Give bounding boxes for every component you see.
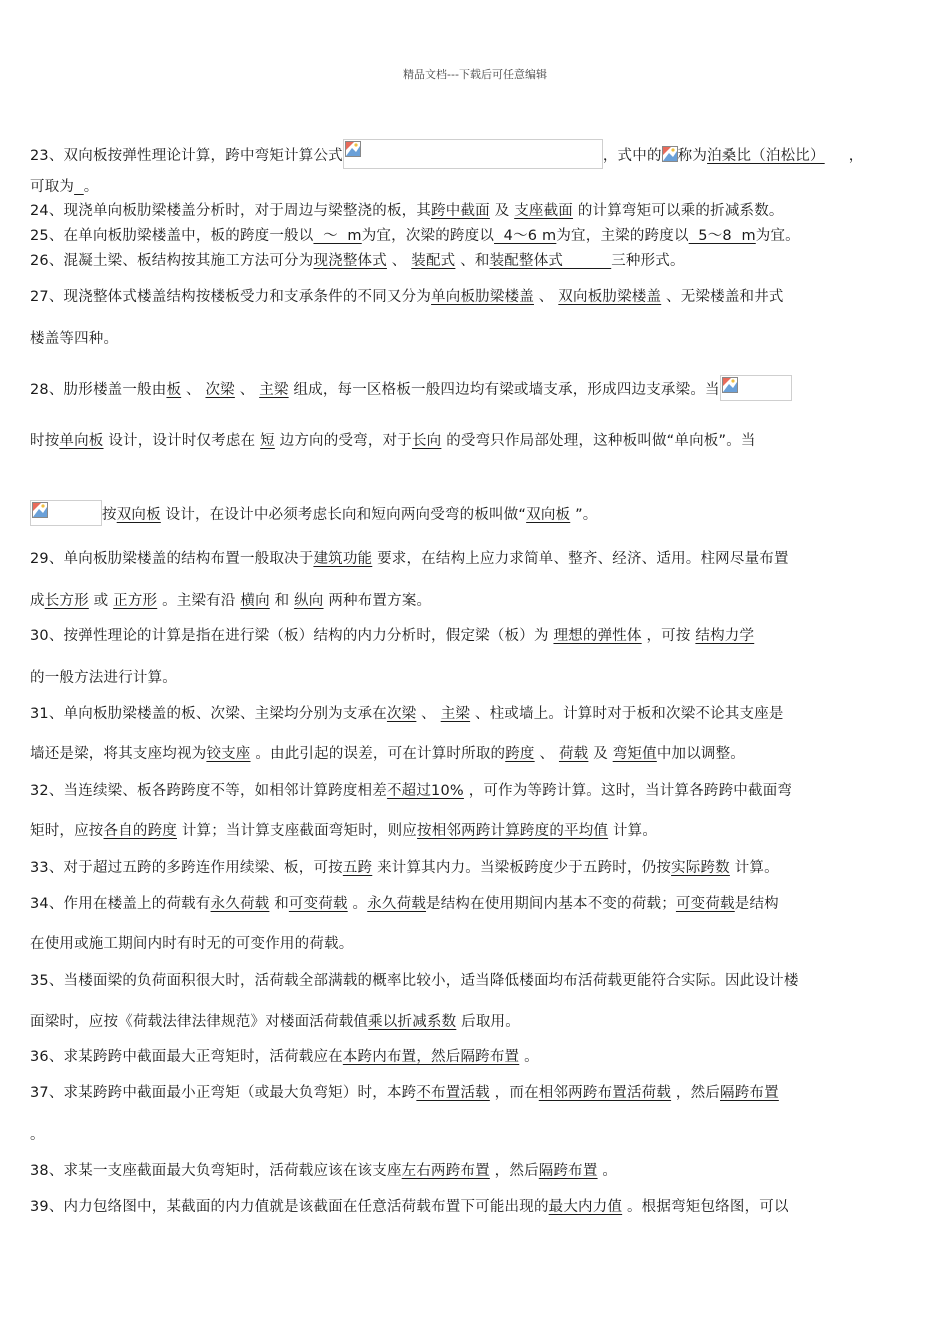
answer: 不布置活载: [416, 1085, 490, 1101]
q28c-line: [30, 500, 920, 526]
q23b-line: [30, 176, 920, 198]
answer: 双向板: [116, 507, 161, 523]
text: 38、求某一支座截面最大负弯矩时，活荷载应该在该支座: [30, 1163, 402, 1179]
q24-line: [30, 200, 920, 222]
q29b-line: [30, 590, 920, 612]
answer: 单向板肋梁楼盖: [431, 289, 534, 305]
text: 在使用或施工期间内时有时无的可变作用的荷载。: [30, 936, 354, 952]
text: 25、在单向板肋梁楼盖中，板的跨度一般以: [30, 228, 314, 244]
text: 的受弯只作局部处理，这种板叫做“单向板”。当: [446, 433, 756, 449]
text: 。: [524, 1049, 539, 1065]
text: 26、混凝土梁、板结构按其施工方法可分为: [30, 253, 314, 269]
text: 。根据弯矩包络图，可以: [626, 1199, 789, 1215]
answer: 建筑功能: [313, 551, 373, 567]
answer: 次梁: [205, 382, 235, 398]
answer: 单向板: [59, 433, 104, 449]
answer: 按相邻两跨计算跨度的平均值: [417, 823, 609, 839]
answer: 长向: [411, 433, 442, 449]
answer: 现浇整体式: [313, 253, 387, 269]
answer: 主梁: [440, 706, 471, 722]
text: 、: [239, 382, 255, 398]
text: 按: [102, 507, 117, 523]
answer: 双向板: [526, 507, 571, 523]
text: 24、现浇单向板肋梁楼盖分析时，对于周边与梁整浇的板，其: [30, 203, 432, 219]
text: 。主梁有沿: [162, 593, 236, 609]
text: 35、当楼面梁的负荷面积很大时，活荷载全部满载的概率比较小，适当降低楼面均布活荷载更能符合实际。因此设计楼: [30, 973, 799, 989]
answer: 短: [260, 433, 275, 449]
text: 、: [391, 253, 407, 269]
answer: 双向板肋梁楼盖: [558, 289, 662, 305]
q28-line: [30, 375, 920, 401]
text: 。由此引起的误差，可在计算时所取的: [255, 746, 506, 762]
answer: 荷载: [558, 746, 589, 762]
q26-line: [30, 250, 920, 272]
answer: 5～8 m: [688, 228, 756, 244]
text: 的计算弯矩可以乘的折减系数。: [577, 203, 784, 219]
text: ，式中的: [602, 148, 662, 164]
text: 的一般方法进行计算。: [30, 670, 177, 686]
page-header: 精品文档---下载后可任意编辑: [403, 68, 547, 81]
text: ”。: [575, 507, 598, 523]
text: 27、现浇整体式楼盖结构按楼板受力和支承条件的不同又分为: [30, 289, 432, 305]
answer: 各自的跨度: [103, 823, 177, 839]
text: 三种形式。: [611, 253, 685, 269]
q32-line: [30, 780, 920, 802]
text: 31、单向板肋梁楼盖的板、次梁、主梁均分别为支承在: [30, 706, 387, 722]
q34-line: [30, 893, 920, 915]
text: 、柱或墙上。计算时对于板和次梁不论其支座是: [474, 706, 784, 722]
text: 墙还是梁，将其支座均视为: [30, 746, 207, 762]
broken-image-icon: [722, 377, 738, 393]
text: 30、按弹性理论的计算是指在进行梁（板）结构的内力分析时，假定梁（板）为: [30, 628, 549, 644]
answer: 隔跨布置: [538, 1163, 598, 1179]
answer: 正方形: [113, 593, 158, 609]
answer: 可变荷载: [675, 896, 735, 912]
answer: 本跨内布置，然后隔跨布置: [342, 1049, 520, 1065]
answer: 次梁: [386, 706, 417, 722]
q35b-line: [30, 1011, 920, 1033]
answer: 长方形: [44, 593, 89, 609]
q29-line: [30, 548, 920, 570]
broken-image-icon: [345, 141, 361, 157]
text: 设计，设计时仅考虑在: [108, 433, 256, 449]
text: 是结构: [734, 896, 779, 912]
text: 。: [30, 1127, 45, 1143]
text: 为宜。: [755, 228, 800, 244]
answer: 永久荷载: [210, 896, 270, 912]
q25-line: [30, 225, 920, 247]
answer: 五跨: [342, 860, 373, 876]
text: 。: [83, 179, 99, 195]
answer: 板: [166, 382, 182, 398]
text: 矩时，应按: [30, 823, 104, 839]
text: 计算。: [734, 860, 779, 876]
answer: 跨中截面: [431, 203, 490, 219]
text: 计算；当计算支座截面弯矩时，则应: [181, 823, 418, 839]
answer: 装配式: [411, 253, 456, 269]
answer: 不超过10%: [386, 783, 464, 799]
text: 、: [421, 706, 436, 722]
text: 楼盖等四种。: [30, 331, 119, 347]
text: ，然后: [675, 1085, 721, 1101]
text: 称为: [677, 148, 708, 164]
text: 及: [593, 746, 608, 762]
q36-line: [30, 1046, 920, 1068]
text: 边方向的受弯，对于: [279, 433, 412, 449]
answer: 理想的弹性体: [553, 628, 642, 644]
text: 要求，在结构上应力求简单、整齐、经济、适用。柱网尽量布置: [377, 551, 789, 567]
text: ，: [848, 148, 864, 164]
text: 39、内力包络图中，某截面的内力值就是该截面在任意活荷载布置下可能出现的: [30, 1199, 549, 1215]
text: ，可作为等跨计算。这时，当计算各跨跨中截面弯: [468, 783, 793, 799]
answer: 跨度: [505, 746, 535, 762]
answer: 乘以折减系数: [368, 1014, 457, 1030]
answer: 相邻两跨布置活荷载: [538, 1085, 672, 1101]
text: 是结构在使用期间内基本不变的荷载；: [426, 896, 676, 912]
text: 34、作用在楼盖上的荷载有: [30, 896, 211, 912]
formula-image: [720, 375, 792, 401]
text: 成: [30, 593, 45, 609]
text: 、: [539, 746, 555, 762]
q30b-line: [30, 667, 920, 689]
text: 为宜，主梁的跨度以: [556, 228, 689, 244]
answer: 最大内力值: [548, 1199, 623, 1215]
text: 、和: [460, 253, 490, 269]
text: ，然后: [494, 1163, 539, 1179]
q30-line: [30, 625, 920, 647]
text: 及: [494, 203, 510, 219]
q23-line: [30, 139, 920, 169]
answer: 4～6 m: [494, 228, 557, 244]
text: 、无梁楼盖和井式: [666, 289, 784, 305]
q33-line: [30, 857, 920, 879]
answer: 铰支座: [206, 746, 251, 762]
text: 面梁时，应按《荷载法律法律规范》对楼面活荷载值: [30, 1014, 369, 1030]
q31-line: [30, 703, 920, 725]
q34b-line: [30, 933, 920, 955]
text: 。: [602, 1163, 618, 1179]
answer: 可变荷载: [288, 896, 348, 912]
q27b-line: [30, 328, 920, 350]
text: ，可按: [646, 628, 691, 644]
text: 32、当连续梁、板各跨跨度不等，如相邻计算跨度相差: [30, 783, 387, 799]
text: ，而在: [494, 1085, 539, 1101]
answer: 主梁: [259, 382, 289, 398]
text: 。: [352, 896, 368, 912]
q38-line: [30, 1160, 920, 1182]
q27-line: [30, 286, 920, 308]
answer: ～ m: [313, 228, 362, 244]
formula-image: [343, 139, 603, 169]
q39-line: [30, 1196, 920, 1218]
text: 为宜，次梁的跨度以: [361, 228, 495, 244]
q35-line: [30, 970, 920, 992]
text: 28、肋形楼盖一般由: [30, 382, 167, 398]
q37b-line: [30, 1124, 920, 1146]
answer: 实际跨数: [671, 860, 730, 876]
answer: 永久荷载: [367, 896, 427, 912]
text: 两种布置方案。: [328, 593, 432, 609]
q37-line: [30, 1082, 920, 1104]
text: 后取用。: [461, 1014, 520, 1030]
broken-image-icon: [662, 146, 678, 162]
answer: 纵向: [294, 593, 324, 609]
text: 时按: [30, 433, 60, 449]
q31b-line: [30, 743, 920, 765]
text: 可取为: [30, 179, 75, 195]
text: 组成，每一区格板一般四边均有梁或墙支承，形成四边支承梁。当: [293, 382, 720, 398]
text: 来计算其内力。当梁板跨度少于五跨时，仍按: [377, 860, 672, 876]
q32b-line: [30, 820, 920, 842]
answer: [74, 179, 84, 195]
answer: 泊桑比（泊松比）: [707, 148, 825, 164]
text: 或: [93, 593, 109, 609]
text: 、: [185, 382, 201, 398]
broken-image-icon: [32, 502, 48, 518]
text: 36、求某跨跨中截面最大正弯矩时，活荷载应在: [30, 1049, 343, 1065]
text: 和: [274, 593, 290, 609]
formula-image: [30, 500, 102, 526]
text: 23、双向板按弹性理论计算，跨中弯矩计算公式: [30, 148, 343, 164]
text: 中加以调整。: [656, 746, 746, 762]
text: 计算。: [612, 823, 658, 839]
text: 、: [538, 289, 554, 305]
answer: 支座截面: [514, 203, 574, 219]
text: 设计，在设计中必须考虑长向和短向两向受弯的板叫做“: [165, 507, 527, 523]
answer: 装配整体式: [489, 253, 612, 269]
answer: 横向: [240, 593, 270, 609]
text: 33、对于超过五跨的多跨连作用续梁、板，可按: [30, 860, 343, 876]
q28b-line: [30, 430, 920, 452]
answer: 结构力学: [695, 628, 755, 644]
answer: 弯矩值: [612, 746, 657, 762]
answer: 左右两跨布置: [401, 1163, 490, 1179]
text: 和: [274, 896, 289, 912]
text: 37、求某跨跨中截面最小正弯矩（或最大负弯矩）时，本跨: [30, 1085, 417, 1101]
answer: 隔跨布置: [720, 1085, 779, 1101]
text: 29、单向板肋梁楼盖的结构布置一般取决于: [30, 551, 314, 567]
